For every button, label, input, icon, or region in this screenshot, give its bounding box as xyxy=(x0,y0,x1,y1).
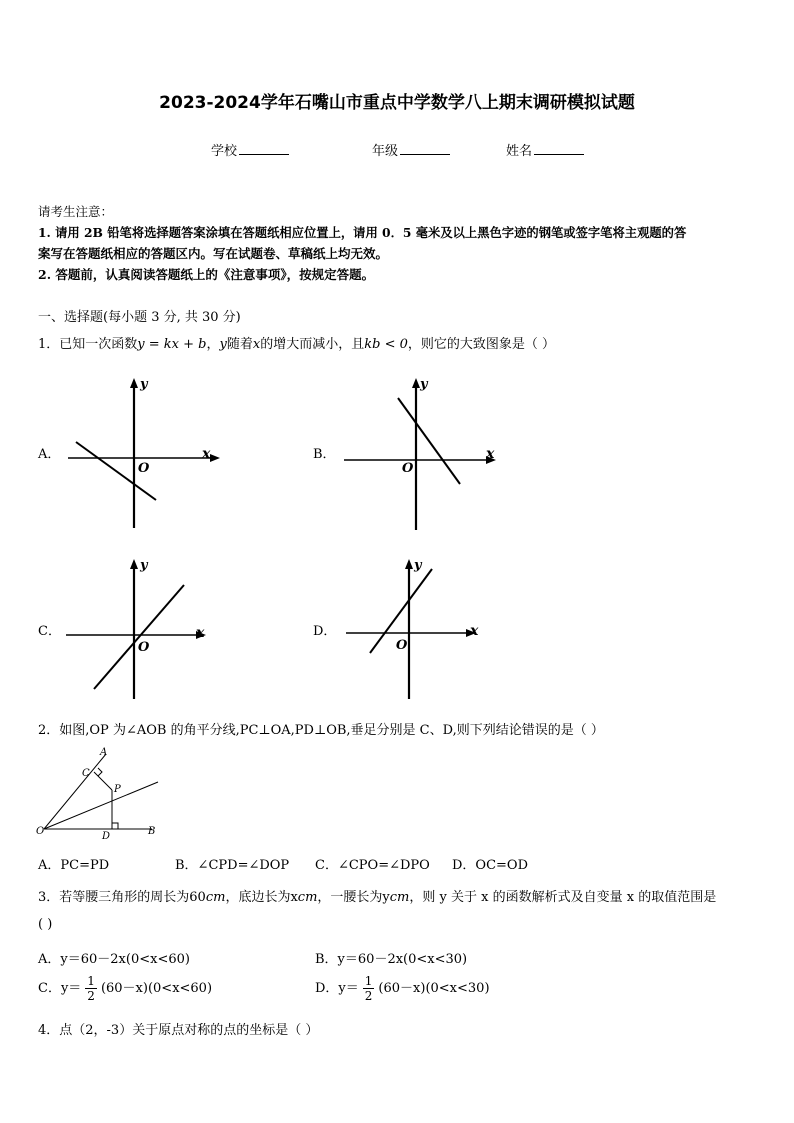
question-3-stem xyxy=(38,886,716,905)
q3-option-c-fraction xyxy=(85,975,97,1002)
school-label: 学校 xyxy=(211,144,238,159)
x-label: x xyxy=(486,446,495,462)
question-4-stem: 4．点（2，-3）关于原点对称的点的坐标是（ ） xyxy=(38,1023,319,1038)
q3-stem-d: ，则 y 关于 x 的函数解析式及自变量 x 的取值范围是 xyxy=(409,890,717,905)
function-line xyxy=(94,585,184,689)
y-axis-arrow xyxy=(130,378,138,388)
q2-option-d: D．OC=OD xyxy=(452,858,529,873)
y-label: y xyxy=(414,558,422,573)
name-field xyxy=(506,140,584,159)
y-label: y xyxy=(140,558,148,573)
label-c: C xyxy=(82,768,90,779)
q1-graph-c xyxy=(60,553,230,703)
q1-var-y: y xyxy=(219,337,227,352)
q3-option-c xyxy=(38,975,212,1002)
label-a: A xyxy=(100,747,108,758)
label-d: D xyxy=(102,831,111,842)
question-1-stem xyxy=(38,333,555,352)
q1-suffix: ，则它的大致图象是（ ） xyxy=(407,337,556,352)
right-angle-d xyxy=(112,823,118,829)
q1-option-a-label: A． xyxy=(38,447,61,462)
school-field xyxy=(211,140,289,159)
school-blank xyxy=(239,142,289,155)
q3-stem-b: ，底边长为 xyxy=(225,890,291,905)
name-label: 姓名 xyxy=(506,144,533,159)
q1-graph-a xyxy=(60,372,230,532)
question-2-stem: 2．如图,OP 为∠AOB 的角平分线,PC⊥OA,PD⊥OB,垂足分别是 C、D,则下列结论错误的是（ ） xyxy=(38,723,604,738)
q3-var-y: y xyxy=(382,890,390,905)
origin-label: O xyxy=(402,461,414,476)
ray-oa xyxy=(44,754,106,829)
q1-graph-b xyxy=(338,372,508,532)
exam-title: 2023-2024学年石嘴山市重点中学数学八上期末调研模拟试题 xyxy=(159,93,635,113)
q3-answer-paren: ( ) xyxy=(38,917,53,932)
notice-line-1a: 1. 请用 2B 铅笔将选择题答案涂填在答题纸相应位置上，请用 0．5 毫米及以上黑色字迹的钢笔或签字笔将主观题的答 xyxy=(38,225,687,240)
notice-line-2: 2. 答题前，认真阅读答题纸上的《注意事项》，按规定答题。 xyxy=(38,267,375,282)
x-axis-arrow xyxy=(210,454,220,462)
fraction-denominator: 2 xyxy=(87,989,95,1003)
q3-option-c-suffix: (60－x)(0<x<60) xyxy=(100,981,213,996)
q1-option-d-label: D． xyxy=(313,624,337,639)
origin-label: O xyxy=(396,638,408,653)
notice-heading: 请考生注意： xyxy=(38,204,114,219)
q3-var-x: x xyxy=(290,890,298,905)
grade-blank xyxy=(400,142,450,155)
y-axis-arrow xyxy=(405,559,413,569)
y-axis-arrow xyxy=(412,378,420,388)
x-label: x xyxy=(196,625,205,641)
q1-mid1: ， xyxy=(206,337,220,352)
section-1-heading: 一、选择题(每小题 3 分, 共 30 分) xyxy=(38,310,241,325)
x-label: x xyxy=(202,446,211,462)
q3-option-b: B．y＝60－2x(0<x<30) xyxy=(315,952,468,967)
q2-option-c: C．∠CPO=∠DPO xyxy=(315,858,430,873)
q1-option-b-label: B． xyxy=(313,447,336,462)
label-b: B xyxy=(148,826,156,837)
q3-stem-a: 3．若等腰三角形的周长为 xyxy=(38,890,190,905)
q3-stem-c: ，一腰长为 xyxy=(317,890,383,905)
segment-pc xyxy=(94,772,112,790)
y-axis-arrow xyxy=(130,559,138,569)
y-label: y xyxy=(140,377,148,392)
q3-option-d-suffix: (60－x)(0<x<30) xyxy=(378,981,490,996)
q1-condition: kb < 0 xyxy=(364,337,408,352)
q1-mid2: 随着 xyxy=(226,337,253,352)
bisector-op xyxy=(44,782,158,829)
q2-option-a: A．PC=PD xyxy=(38,858,110,873)
y-label: y xyxy=(420,377,428,392)
q1-var-x: x xyxy=(252,337,261,352)
q3-perimeter: 60 xyxy=(189,890,206,905)
right-angle-c xyxy=(98,768,102,776)
origin-label: O xyxy=(138,640,150,655)
q1-graph-d xyxy=(338,553,508,703)
fraction-numerator: 1 xyxy=(87,974,95,988)
fraction-numerator: 1 xyxy=(364,974,373,988)
q1-option-c-label: C． xyxy=(38,624,61,639)
q3-unit-3: cm xyxy=(389,890,410,905)
q3-option-a: A．y＝60－2x(0<x<60) xyxy=(38,952,190,967)
q1-mid3: 的增大而减小，且 xyxy=(260,337,365,352)
q3-option-d-prefix: D．y＝ xyxy=(315,981,359,996)
notice-line-1b: 案写在答题纸相应的答题区内。写在试题卷、草稿纸上均无效。 xyxy=(38,246,389,261)
label-o: O xyxy=(36,826,45,837)
q3-option-c-prefix: C．y＝ xyxy=(38,981,82,996)
q3-unit-2: cm xyxy=(297,890,318,905)
q2-figure xyxy=(34,744,164,844)
q1-function: y = kx + b xyxy=(137,337,207,352)
origin-label: O xyxy=(138,461,150,476)
x-label: x xyxy=(470,623,479,639)
grade-field xyxy=(372,140,450,159)
q3-option-d xyxy=(315,975,490,1002)
q2-option-b: B．∠CPD=∠DOP xyxy=(175,858,290,873)
fraction-denominator: 2 xyxy=(364,989,373,1003)
q1-prefix: 1．已知一次函数 xyxy=(38,337,138,352)
q3-unit-1: cm xyxy=(205,890,226,905)
name-blank xyxy=(534,142,584,155)
q3-option-d-fraction xyxy=(363,975,375,1002)
grade-label: 年级 xyxy=(372,144,399,159)
label-p: P xyxy=(114,784,121,795)
